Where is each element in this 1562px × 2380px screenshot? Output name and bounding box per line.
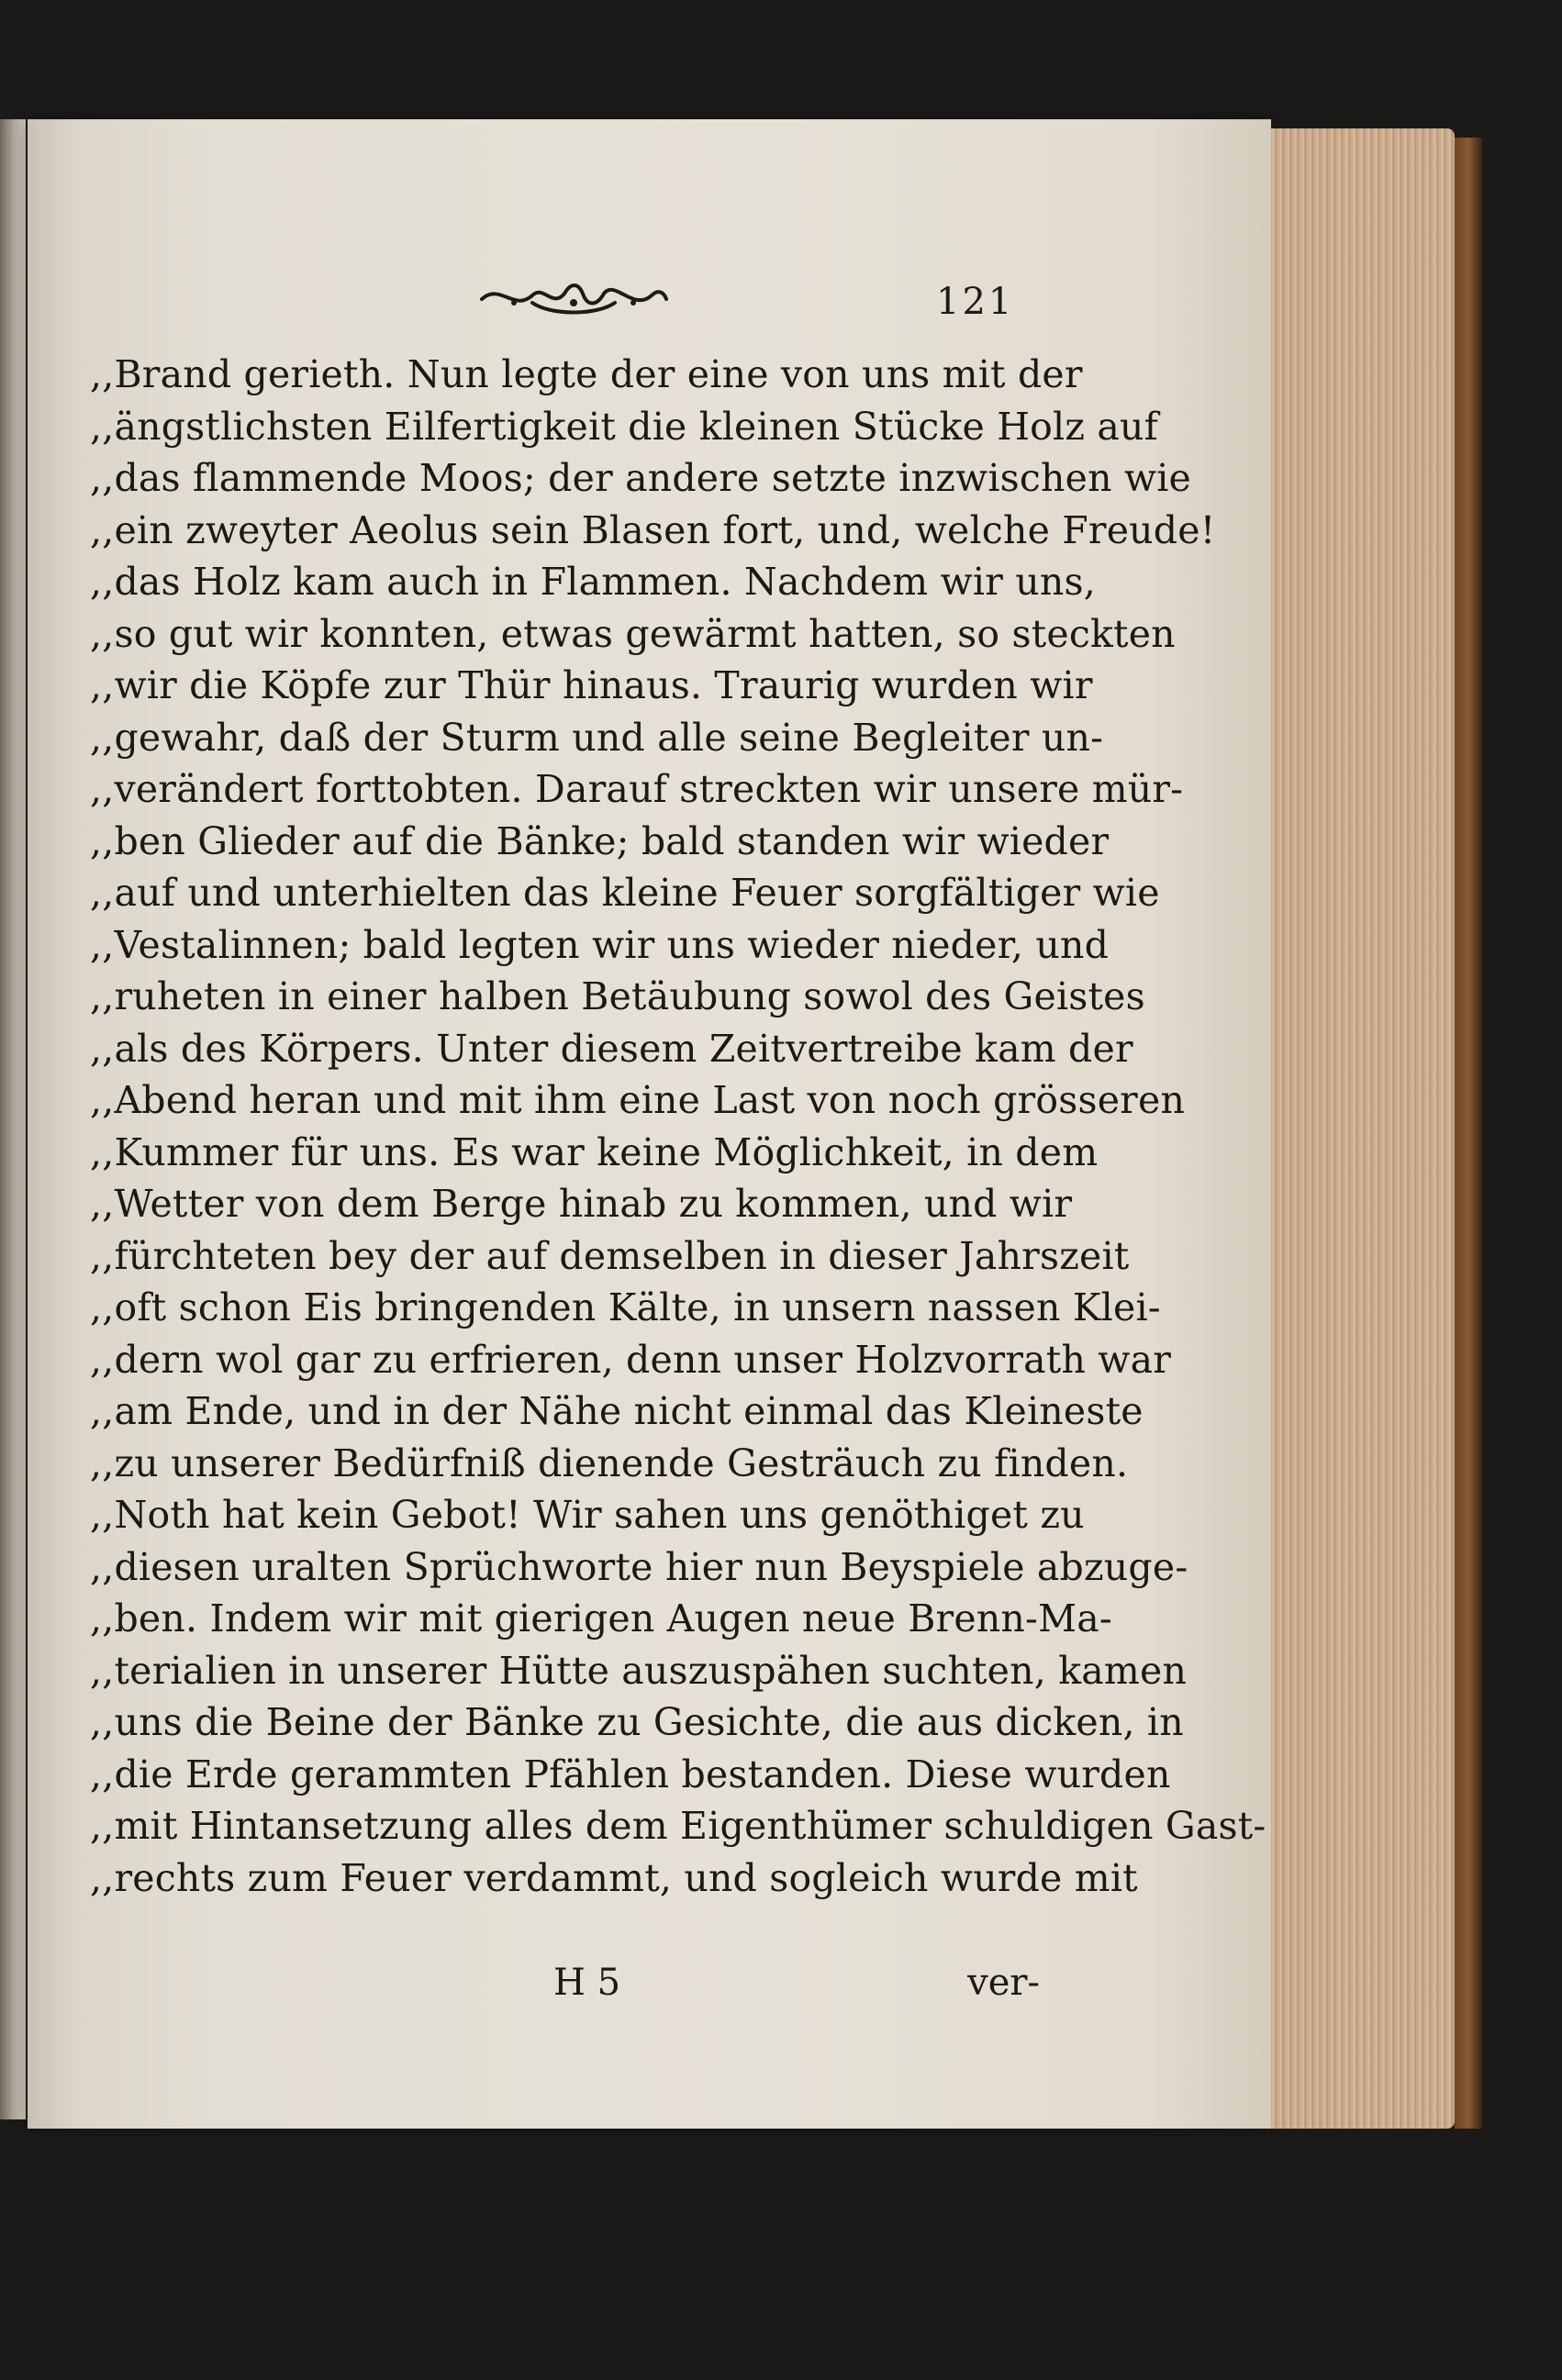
text-line: ,,rechts zum Feuer verdammt, und sogleich wurde mit (90, 1855, 1138, 1900)
page-number: 121 (936, 281, 1015, 323)
left-page-edge (0, 119, 26, 2119)
text-line: ,,das Holz kam auch in Flammen. Nachdem wir uns, (90, 560, 1096, 604)
text-line: ,,dern wol gar zu erfrieren, denn unser Holzvorrath war (90, 1337, 1172, 1382)
text-line: ,,mit Hintansetzung alles dem Eigenthümer schuldigen Gast- (90, 1804, 1266, 1848)
text-line: ,,ruheten in einer halben Betäubung sowol des Geistes (90, 974, 1145, 1018)
text-line: ,,oft schon Eis bringenden Kälte, in unsern nassen Klei- (90, 1285, 1161, 1329)
text-line: ,,Noth hat kein Gebot! Wir sahen uns genöthiget zu (90, 1493, 1085, 1537)
text-line: ,,ben. Indem wir mit gierigen Augen neue Brenn-Ma- (90, 1596, 1112, 1640)
text-line: ,,terialien in unserer Hütte auszuspähen suchten, kamen (90, 1648, 1188, 1693)
text-line: ,,am Ende, und in der Nähe nicht einmal das Kleineste (90, 1389, 1144, 1433)
text-line: ,,so gut wir konnten, etwas gewärmt hatten, so steckten (90, 611, 1176, 656)
page-footer (90, 1962, 1040, 2017)
text-line: ,,Abend heran und mit ihm eine Last von noch grösseren (90, 1078, 1186, 1122)
text-line: ,,gewahr, daß der Sturm und alle seine Begleiter un- (90, 715, 1104, 760)
page-block-edges (1271, 128, 1455, 2129)
book-cover-edge (1455, 138, 1482, 2129)
ornament-icon (477, 275, 670, 321)
text-line: ,,verändert forttobten. Darauf streckten wir unsere mür- (90, 767, 1184, 811)
text-line: ,,ängstlichsten Eilfertigkeit die kleinen Stücke Holz auf (90, 404, 1159, 449)
text-line: ,,die Erde gerammten Pfählen bestanden. Diese wurden (90, 1752, 1171, 1796)
text-line: ,,Vestalinnen; bald legten wir uns wieder nieder, und (90, 922, 1110, 967)
text-line: ,,wir die Köpfe zur Thür hinaus. Traurig wurden wir (90, 663, 1093, 707)
text-line: ,,Kummer für uns. Es war keine Möglichkeit, in dem (90, 1129, 1099, 1174)
text-line: ,,Wetter von dem Berge hinab zu kommen, und wir (90, 1182, 1073, 1226)
text-line: ,,ben Glieder auf die Bänke; bald standen wir wieder (90, 818, 1110, 863)
text-line: ,,diesen uralten Sprüchworte hier nun Beyspiele abzuge- (90, 1544, 1188, 1589)
text-line: ,,ein zweyter Aeolus sein Blasen fort, und, welche Freude! (90, 507, 1216, 552)
text-line: ,,uns die Beine der Bänke zu Gesichte, die aus dicken, in (90, 1700, 1184, 1744)
body-text (90, 349, 1266, 1904)
catchword: ver- (967, 1962, 1040, 2004)
text-line: ,,zu unserer Bedürfniß dienende Gesträuch zu finden. (90, 1440, 1129, 1485)
text-line: ,,Brand gerieth. Nun legte der eine von uns mit der (90, 352, 1083, 396)
text-line: ,,auf und unterhielten das kleine Feuer sorgfältiger wie (90, 871, 1160, 915)
page-header (477, 275, 1028, 330)
signature-mark: H 5 (553, 1962, 621, 2004)
text-line: ,,fürchteten bey der auf demselben in dieser Jahrszeit (90, 1233, 1130, 1278)
text-line: ,,das flammende Moos; der andere setzte inzwischen wie (90, 456, 1192, 500)
text-line: ,,als des Körpers. Unter diesem Zeitvertreibe kam der (90, 1026, 1133, 1071)
